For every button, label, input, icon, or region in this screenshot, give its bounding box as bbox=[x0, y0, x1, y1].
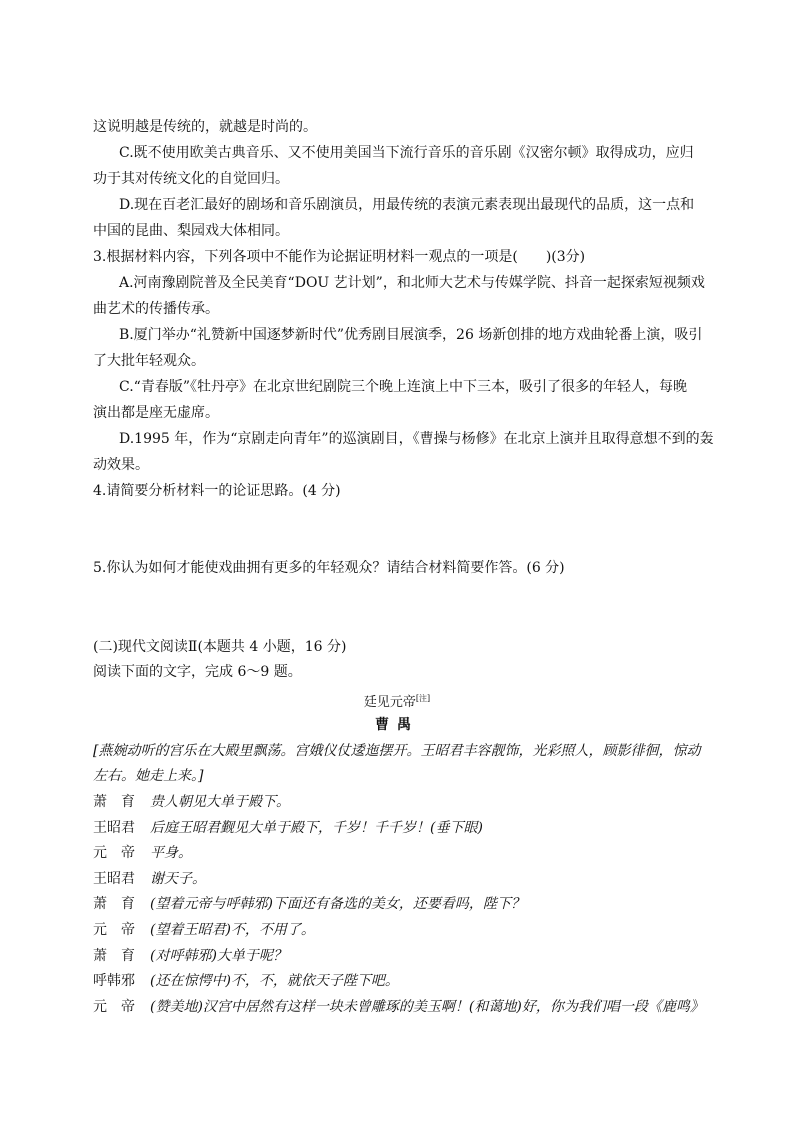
text-line: 中国的昆曲、梨园戏大体相同。 bbox=[93, 223, 289, 239]
dialogue-text: 平身。 bbox=[150, 845, 192, 862]
stage-direction: [燕婉动听的宫乐在大殿里飘荡。宫娥仪仗逶迤摆开。王昭君丰容靓饰，光彩照人，顾影徘徊，惊动 bbox=[93, 743, 701, 759]
q3-option-d: D.1995 年，作为“京剧走向青年”的巡演剧目，《曹操与杨修》在北京上演并且取得意想不到的轰 bbox=[119, 431, 714, 447]
text-line: 这说明越是传统的，就越是时尚的。 bbox=[93, 119, 317, 135]
instruction: 阅读下面的文字，完成 6～9 题。 bbox=[93, 664, 302, 680]
question-5: 5.你认为如何才能使戏曲拥有更多的年轻观众？请结合材料简要作答。(6 分) bbox=[93, 560, 565, 576]
dialogue-line bbox=[93, 792, 705, 812]
dialogue-line bbox=[93, 971, 705, 991]
text-line: 演出都是座无虚席。 bbox=[93, 405, 219, 421]
section-heading: (二)现代文阅读Ⅱ(本题共 4 小题，16 分) bbox=[93, 639, 347, 655]
speaker-name: 元帝 bbox=[93, 998, 149, 1015]
play-title bbox=[0, 689, 794, 713]
dialogue-text: 谢天子。 bbox=[150, 870, 206, 887]
text-line: 了大批年轻观众。 bbox=[93, 353, 205, 369]
dialogue-text: 贵人朝见大单于殿下。 bbox=[150, 794, 290, 810]
dialogue-line bbox=[93, 869, 705, 889]
stage-direction: 左右。她走上来。] bbox=[93, 768, 204, 784]
option-d: D.现在百老汇最好的剧场和音乐剧演员，用最传统的表演元素表现出最现代的品质，这一点和 bbox=[119, 197, 695, 213]
speaker-name: 呼韩邪 bbox=[93, 973, 135, 990]
dialogue-line bbox=[93, 946, 705, 966]
speaker-name: 元帝 bbox=[93, 845, 149, 862]
speaker-name: 萧育 bbox=[93, 794, 149, 810]
speaker-name: 元帝 bbox=[93, 922, 149, 938]
dialogue-text: (还在惊愕中)不，不，就依天子陛下吧。 bbox=[150, 973, 399, 990]
play-title-text: 廷见元帝 bbox=[363, 695, 416, 710]
dialogue-line bbox=[93, 818, 705, 838]
speaker-name: 萧育 bbox=[93, 947, 149, 964]
text-line: 功于其对传统文化的自觉回归。 bbox=[93, 171, 289, 187]
text-line: 曲艺术的传播传承。 bbox=[93, 301, 219, 317]
speaker-name: 王昭君 bbox=[93, 819, 135, 836]
speaker-name: 王昭君 bbox=[93, 870, 135, 887]
dialogue-text: (对呼韩邪)大单于呢？ bbox=[150, 947, 287, 964]
q3-option-c: C.“青春版”《牡丹亭》在北京世纪剧院三个晚上连演上中下三本，吸引了很多的年轻人，每晚 bbox=[119, 379, 687, 395]
dialogue-text: (望着元帝与呼韩邪)下面还有备选的美女，还要看吗，陛下？ bbox=[150, 896, 525, 913]
dialogue-line bbox=[93, 894, 705, 914]
text-line: 动效果。 bbox=[93, 457, 149, 473]
q3-option-b: B.厦门举办“礼赞新中国逐梦新时代”优秀剧目展演季，26 场新创排的地方戏曲轮番上演，吸引 bbox=[119, 327, 703, 343]
dialogue-text: (赞美地)汉宫中居然有这样一块未曾雕琢的美玉啊！(和蔼地)好，你为我们唱一段《鹿鸣》 bbox=[150, 998, 704, 1015]
option-c: C.既不使用欧美古典音乐、又不使用美国当下流行音乐的音乐剧《汉密尔顿》取得成功，应归 bbox=[119, 145, 694, 161]
speaker-name: 萧育 bbox=[93, 896, 149, 913]
q3-option-a: A.河南豫剧院普及全民美育“DOU 艺计划”，和北师大艺术与传媒学院、抖音一起探索短视频戏 bbox=[119, 275, 705, 291]
question-4: 4.请简要分析材料一的论证思路。(4 分) bbox=[93, 483, 341, 499]
dialogue-line bbox=[93, 843, 705, 863]
dialogue-text: (望着王昭君)不，不用了。 bbox=[150, 922, 315, 938]
author: 曹禺 bbox=[375, 717, 419, 733]
dialogue-line bbox=[93, 997, 705, 1017]
question-3: 3.根据材料内容，下列各项中不能作为论据证明材料一观点的一项是( )(3分) bbox=[93, 249, 586, 265]
title-note: [注] bbox=[415, 694, 431, 703]
dialogue-text: 后庭王昭君觐见大单于殿下，千岁！千千岁！(垂下眼) bbox=[150, 819, 483, 836]
dialogue-line bbox=[93, 920, 705, 940]
